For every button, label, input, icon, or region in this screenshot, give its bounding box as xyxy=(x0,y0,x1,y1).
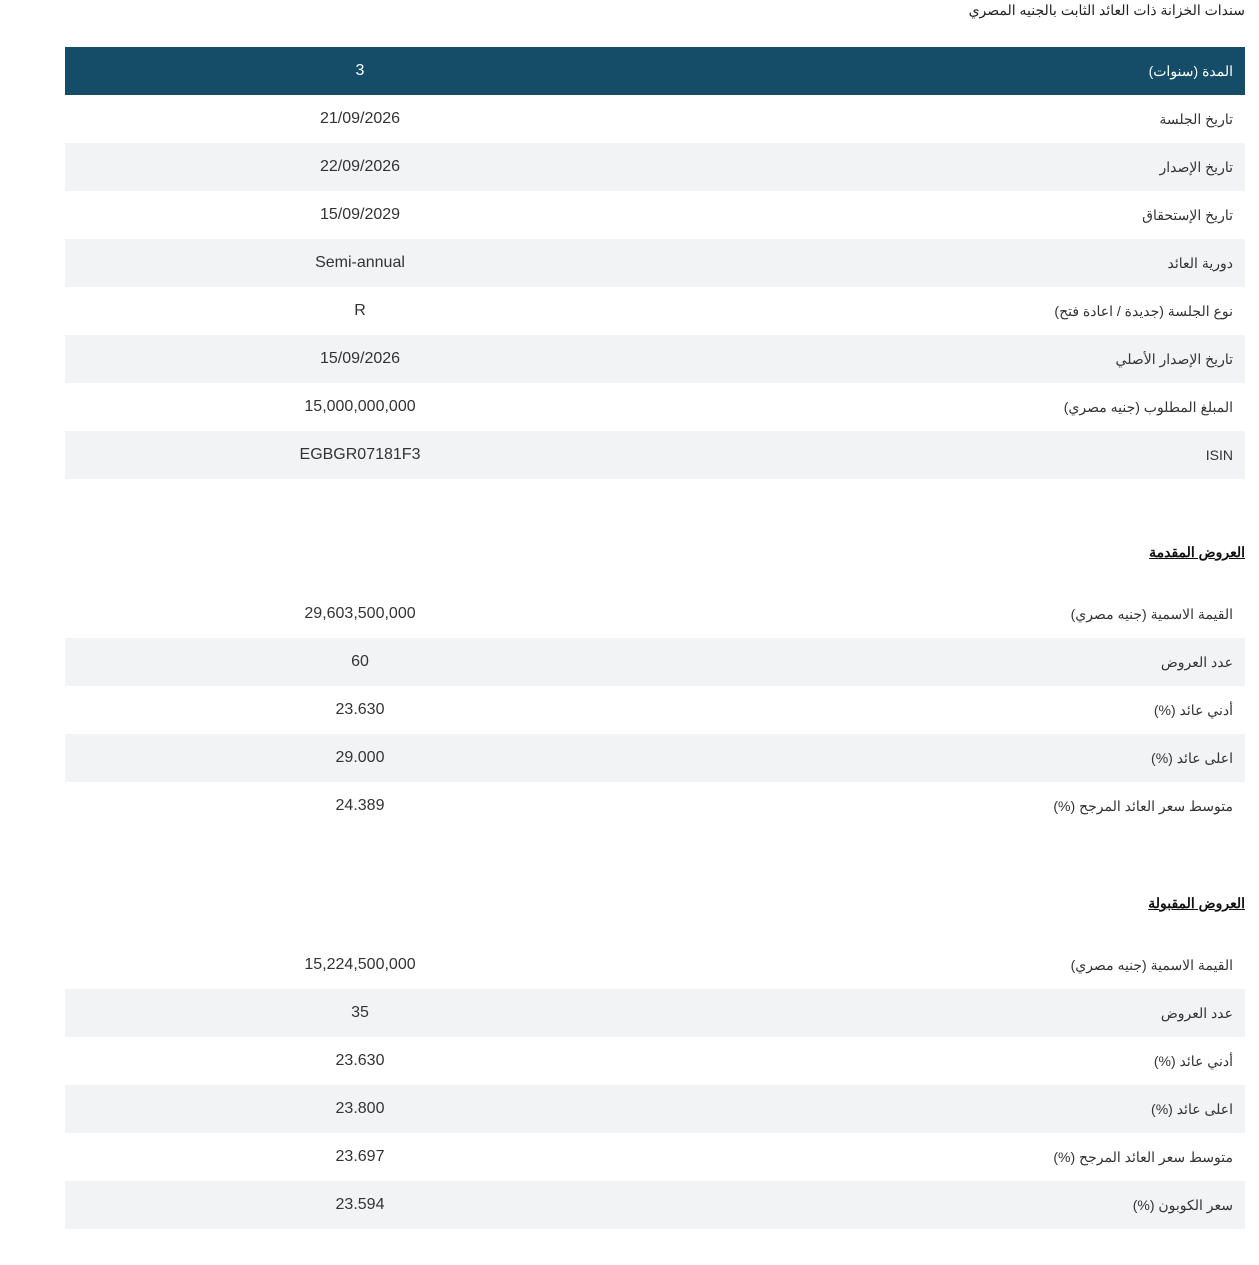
weighted-avg-yield-label: متوسط سعر العائد المرجح (%) xyxy=(1053,797,1233,814)
table-row xyxy=(65,143,1245,191)
bid-count-label: عدد العروض xyxy=(1160,653,1233,670)
weighted-avg-yield-label: متوسط سعر العائد المرجح (%) xyxy=(1053,1148,1233,1165)
table-header-row xyxy=(65,47,1245,95)
table-row xyxy=(65,782,1245,830)
required-amount-value: 15,000,000,000 xyxy=(304,398,416,415)
coupon-frequency-value: Semi-annual xyxy=(315,254,405,271)
table-row xyxy=(65,941,1245,989)
session-type-value: R xyxy=(354,302,366,319)
max-yield-label: اعلى عائد (%) xyxy=(1151,1100,1233,1117)
max-yield-label: اعلى عائد (%) xyxy=(1151,749,1233,766)
auction-date-value: 21/09/2026 xyxy=(319,110,401,127)
min-yield-label: أدني عائد (%) xyxy=(1153,701,1233,718)
issue-date-value: 22/09/2026 xyxy=(319,158,401,175)
max-yield-value: 29.000 xyxy=(335,749,385,766)
table-row xyxy=(65,1037,1245,1085)
isin-value: EGBGR07181F3 xyxy=(299,446,421,463)
table-row xyxy=(65,335,1245,383)
nominal-value-label: القيمة الاسمية (جنيه مصري) xyxy=(1070,605,1233,622)
min-yield-value: 23.630 xyxy=(335,701,385,718)
nominal-value-value: 15,224,500,000 xyxy=(304,956,416,973)
table-row xyxy=(65,590,1245,638)
coupon-rate-label: سعر الكوبون (%) xyxy=(1132,1196,1233,1213)
submitted-bids-heading: العروض المقدمة xyxy=(1149,544,1245,560)
page-title: سندات الخزانة ذات العائد الثابت بالجنيه المصري xyxy=(968,2,1245,18)
duration-label: المدة (سنوات) xyxy=(1148,62,1233,79)
original-issue-date-value: 15/09/2026 xyxy=(319,350,401,367)
nominal-value-value: 29,603,500,000 xyxy=(304,605,416,622)
required-amount-label: المبلغ المطلوب (جنيه مصري) xyxy=(1063,398,1233,415)
table-row xyxy=(65,287,1245,335)
issue-date-label: تاريخ الإصدار xyxy=(1159,158,1233,175)
bid-count-label: عدد العروض xyxy=(1160,1004,1233,1021)
table-row xyxy=(65,1133,1245,1181)
bid-count-value: 60 xyxy=(351,653,369,670)
nominal-value-label: القيمة الاسمية (جنيه مصري) xyxy=(1070,956,1233,973)
details-table xyxy=(65,47,1245,479)
min-yield-value: 23.630 xyxy=(335,1052,385,1069)
table-row xyxy=(65,638,1245,686)
table-row xyxy=(65,1181,1245,1229)
table-row xyxy=(65,383,1245,431)
table-row xyxy=(65,686,1245,734)
auction-date-label: تاريخ الجلسة xyxy=(1159,110,1233,127)
duration-value: 3 xyxy=(355,62,365,79)
coupon-rate-value: 23.594 xyxy=(335,1196,385,1213)
original-issue-date-label: تاريخ الإصدار الأصلي xyxy=(1115,350,1233,367)
table-row xyxy=(65,734,1245,782)
max-yield-value: 23.800 xyxy=(335,1100,385,1117)
table-row xyxy=(65,989,1245,1037)
weighted-avg-yield-value: 23.697 xyxy=(335,1148,385,1165)
maturity-date-label: تاريخ الإستحقاق xyxy=(1142,206,1233,223)
submitted-bids-table xyxy=(65,590,1245,830)
session-type-label: نوع الجلسة (جديدة / اعادة فتح) xyxy=(1054,302,1233,319)
isin-label: ISIN xyxy=(1205,447,1233,463)
table-row xyxy=(65,95,1245,143)
weighted-avg-yield-value: 24.389 xyxy=(335,797,385,814)
table-row xyxy=(65,431,1245,479)
maturity-date-value: 15/09/2029 xyxy=(319,206,401,223)
bid-count-value: 35 xyxy=(351,1004,369,1021)
table-row xyxy=(65,191,1245,239)
table-row xyxy=(65,239,1245,287)
coupon-frequency-label: دورية العائد xyxy=(1167,254,1233,271)
accepted-bids-table xyxy=(65,941,1245,1229)
accepted-bids-heading: العروض المقبولة xyxy=(1148,895,1245,911)
min-yield-label: أدني عائد (%) xyxy=(1153,1052,1233,1069)
table-row xyxy=(65,1085,1245,1133)
